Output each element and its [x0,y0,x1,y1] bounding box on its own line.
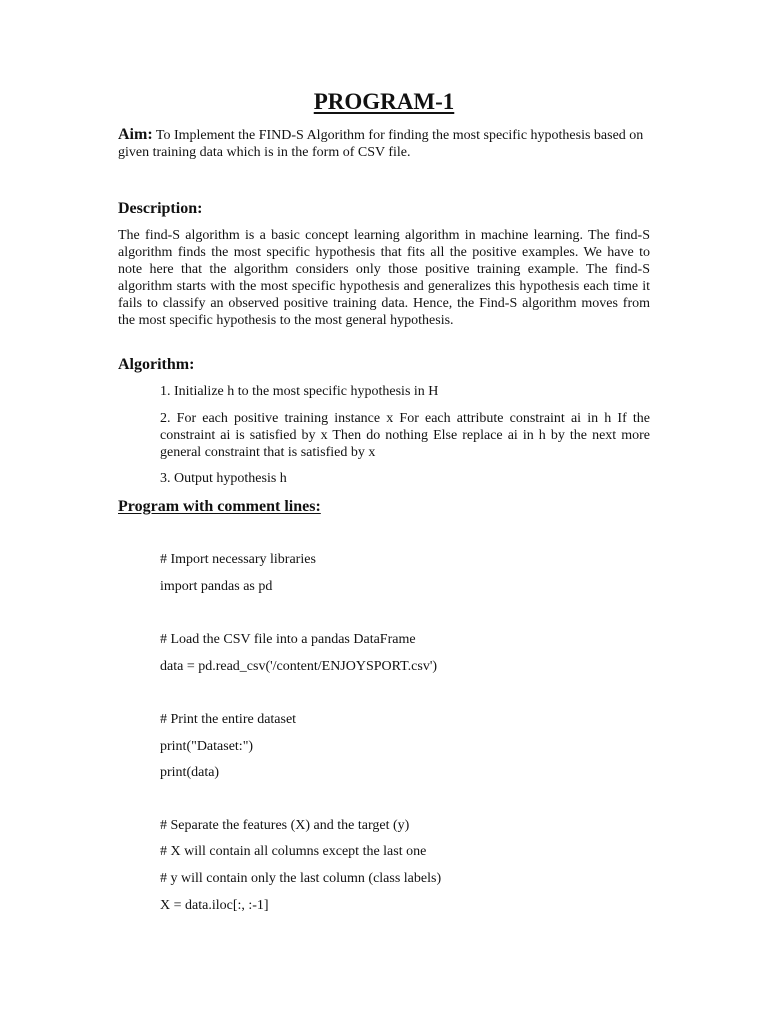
algorithm-heading: Algorithm: [118,356,195,373]
code-line-9: # X will contain all columns except the last one [160,844,427,859]
code-line-6: print("Dataset:") [160,739,254,754]
algorithm-step-1: 1. Initialize h to the most specific hypothesis in H [160,384,439,399]
code-line-10: # y will contain only the last column (class labels) [160,871,442,886]
code-line-5: # Print the entire dataset [160,712,297,727]
algorithm-step-3: 3. Output hypothesis h [160,471,287,486]
algorithm-step-2: 2. For each positive training instance x For each attribute constraint ai in h If the constraint ai is satisfied by x Then do nothing Else replace ai in h by the next more general constraint that is satisfied by x [160,411,650,460]
code-line-3: # Load the CSV file into a pandas DataFrame [160,632,416,647]
code-line-4: data = pd.read_csv('/content/ENJOYSPORT.csv') [160,659,438,674]
page-title: PROGRAM-1 [313,89,455,114]
description-heading: Description: [118,200,203,217]
aim-label: Aim: [118,126,153,143]
description-text: The find-S algorithm is a basic concept learning algorithm in machine learning. The find-S algorithm finds the most specific hypothesis that fits all the positive examples. We have to note here that the algorithm considers only those positive training example. The find-S algorithm starts with the most specific hypothesis and generalizes this hypothesis each time it fails to classify an observed positive training data. Hence, the Find-S algorithm moves from the most specific hypothesis to the most general hypothesis. [118,228,650,328]
aim-paragraph [118,126,650,161]
program-heading: Program with comment lines: [118,498,321,515]
aim-text: To Implement the FIND-S Algorithm for finding the most specific hypothesis based on given training data which is in the form of CSV file. [118,128,644,160]
code-line-1: # Import necessary libraries [160,552,316,567]
code-line-2: import pandas as pd [160,579,273,594]
code-line-8: # Separate the features (X) and the target (y) [160,818,410,833]
code-line-11: X = data.iloc[:, :-1] [160,898,269,913]
code-line-7: print(data) [160,765,220,780]
